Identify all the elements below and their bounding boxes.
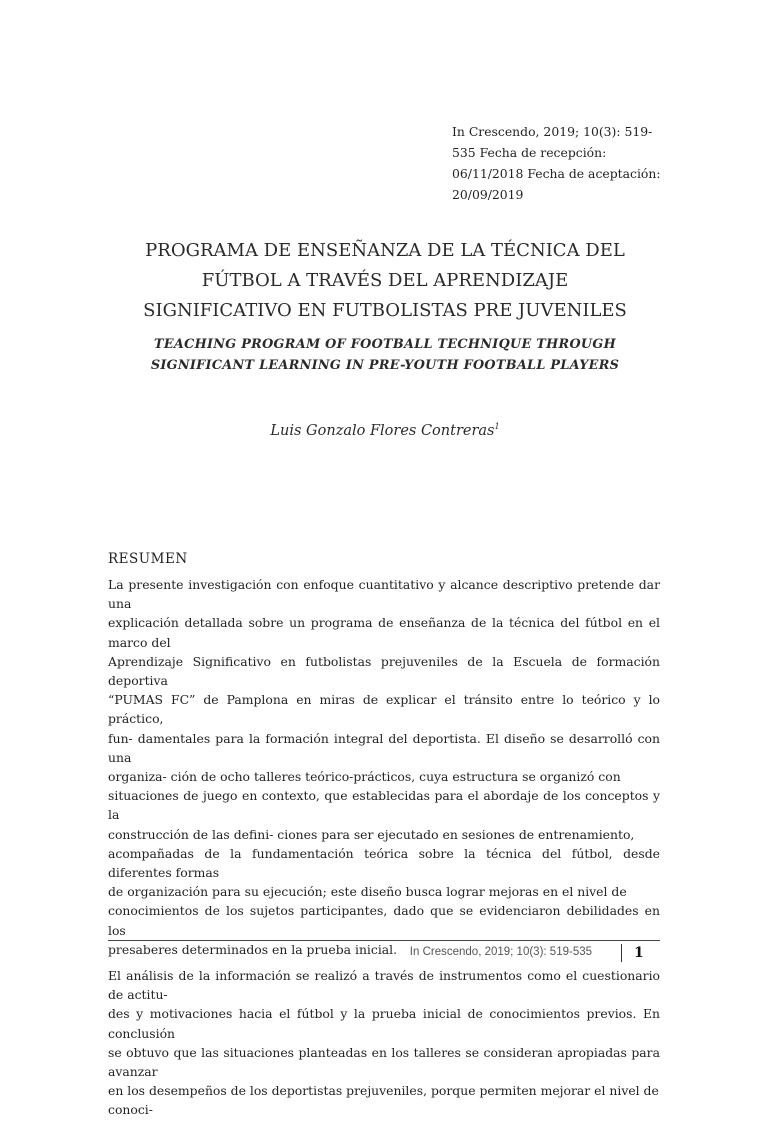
author-footnote-mark: 1 — [494, 422, 500, 431]
text-line: situaciones de juego en contexto, que establecidas para el abordaje de los conceptos y la — [108, 788, 660, 823]
citation-line: 535 Fecha de recepción: — [452, 145, 607, 160]
text-line: presaberes determinados en la prueba inicial. — [108, 941, 398, 957]
text-line: explicación detallada sobre un programa de enseñanza de la técnica del fútbol en el marco del — [108, 615, 660, 650]
text-line: El análisis de la información se realizó a través de instrumentos como el cuestionario de actitu- — [108, 968, 660, 1003]
text-line: conocimientos de los sujetos participantes, dado que se evidenciaron debilidades en los — [108, 903, 660, 938]
citation-line: 20/09/2019 — [452, 187, 524, 202]
citation-line: 06/11/2018 Fecha de aceptación: — [452, 166, 661, 181]
citation-block — [452, 121, 688, 205]
text-line: acompañadas de la fundamentación teórica sobre la técnica del fútbol, desde diferentes formas — [108, 845, 660, 881]
text-line: La presente investigación con enfoque cuantitativo y alcance descriptivo pretende dar una — [108, 577, 660, 612]
paper-title — [110, 236, 660, 326]
title-line: SIGNIFICATIVO EN FUTBOLISTAS PRE JUVENILES — [143, 300, 627, 321]
title-line: PROGRAMA DE ENSEÑANZA DE LA TÉCNICA DEL — [145, 240, 625, 261]
text-line: de organización para su ejecución; este diseño busca lograr mejoras en el nivel de — [108, 884, 627, 900]
footer-separator — [621, 944, 622, 962]
footer-divider — [108, 940, 660, 941]
text-line: “PUMAS FC” de Pamplona en miras de explicar el tránsito entre lo teórico y lo práctico, — [108, 692, 660, 727]
text-line: conoci- — [108, 1102, 153, 1118]
text-line: construcción de las defini- ciones para ser ejecutado en sesiones de entrenamiento, — [108, 826, 635, 842]
text-line: se obtuvo que las situaciones planteadas en los talleres se consideran apropiadas para avanzar — [108, 1044, 660, 1080]
text-line: Aprendizaje Significativo en futbolistas prejuveniles de la Escuela de formación deportiva — [108, 653, 660, 689]
citation-line: In Crescendo, 2019; 10(3): 519- — [452, 124, 653, 139]
text-line: organiza- ción de ocho talleres teórico-prácticos, cuya estructura se organizó con — [108, 769, 621, 785]
author-line — [110, 422, 660, 439]
subtitle-line: TEACHING PROGRAM OF FOOTBALL TECHNIQUE THROUGH — [154, 337, 616, 352]
running-footer: In Crescendo, 2019; 10(3): 519-535 — [409, 946, 592, 958]
title-line: FÚTBOL A TRAVÉS DEL APRENDIZAJE — [201, 270, 569, 291]
page-number: 1 — [634, 945, 644, 961]
subtitle-line: SIGNIFICANT LEARNING IN PRE-YOUTH FOOTBALL PLAYERS — [150, 358, 620, 373]
text-line: des y motivaciones hacia el fútbol y la prueba inicial de conocimientos previos. En conclusión — [108, 1006, 660, 1041]
author-name: Luis Gonzalo Flores Contreras — [270, 422, 495, 439]
abstract-paragraph — [108, 966, 660, 1120]
text-line: fun- damentales para la formación integral del deportista. El diseño se desarrolló con una — [108, 730, 660, 765]
abstract-heading: RESUMEN — [108, 551, 188, 567]
paper-subtitle-english — [110, 334, 660, 376]
abstract-paragraph — [108, 575, 660, 959]
abstract-body — [108, 575, 660, 1127]
text-line: en los desempeños de los deportistas prejuveniles, porque permiten mejorar el nivel de — [108, 1083, 659, 1099]
